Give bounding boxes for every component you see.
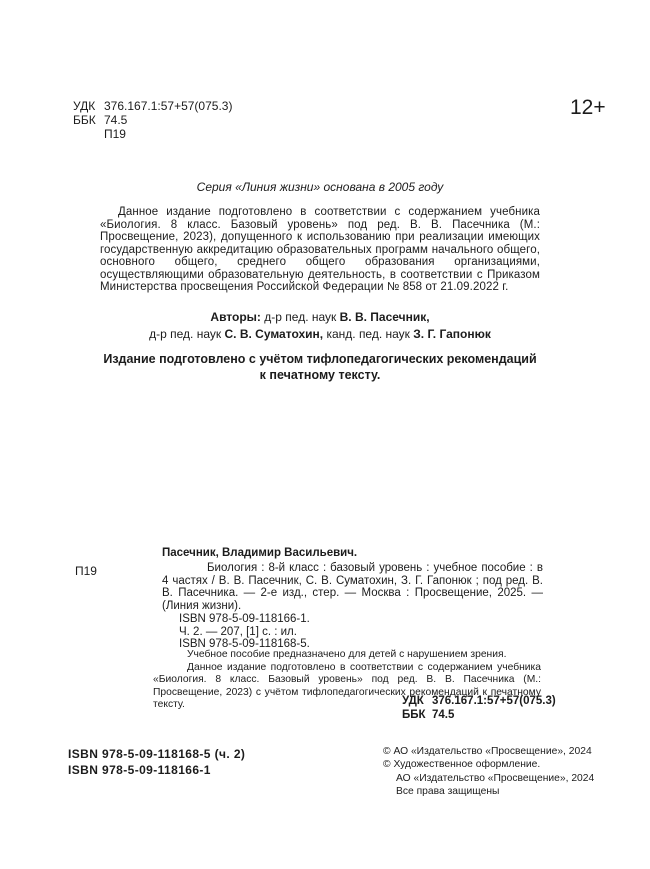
bib-part-info: Ч. 2. — 207, [1] с. : ил. <box>179 625 297 638</box>
bib-isbn-block <box>179 613 543 650</box>
typhlo-note: Издание подготовлено с учётом тифлопедагогических рекомендаций к печатному тексту. <box>103 352 537 382</box>
author-sign: П19 <box>104 127 126 141</box>
copyright-line-4: Все права защищены <box>396 786 500 798</box>
author-degree-3: канд. пед. наук <box>326 327 410 341</box>
bib-author-sign: П19 <box>75 564 97 578</box>
author-degree-2: д-р пед. наук <box>149 327 222 341</box>
udk-label: УДК <box>73 99 96 113</box>
bbk-code-row <box>73 113 232 127</box>
bottom-bbk-label: ББК <box>402 708 426 721</box>
bbk-label: ББК <box>73 113 96 127</box>
bib-heading: Пасечник, Владимир Васильевич. <box>162 547 358 559</box>
bib-isbn-part: ISBN 978-5-09-118168-5. <box>179 638 310 651</box>
bottom-udk-value: 376.167.1:57+57(075.3) <box>432 695 556 707</box>
author-name-3: З. Г. Гапонюк <box>413 327 491 341</box>
bib-text-block <box>162 547 543 651</box>
copyright-line-3: АО «Издательство «Просвещение», 2024 <box>396 772 595 784</box>
conformity-small-note: Данное издание подготовлено в соответствии с содержанием учебника «Биология. 8 класс. Базовый уровень» под ред. В. В. Пасечника (М.: Просвещение, 2023) с учётом тифлопедагогических рекомендаций к печатному тексту. <box>153 661 541 711</box>
bottom-bbk-row <box>402 709 556 723</box>
series-note: Серия «Линия жизни» основана в 2005 году <box>196 180 444 194</box>
authors-block <box>100 309 540 343</box>
author-name-2: С. В. Суматохин, <box>224 327 324 341</box>
authors-line-1 <box>100 309 540 326</box>
bottom-udk-row <box>402 695 556 709</box>
bib-description: Биология : 8-й класс : базовый уровень : учебное пособие : в 4 частях / В. В. Пасечник, С. В. Суматохин, З. Г. Гапонюк ; под ред. В. В. Пасечника. — 2-е изд., стер. — Москва : Просвещение, 2025. — (Линия жизни). <box>162 562 543 612</box>
copyright-line-2: © Художественное оформление. <box>383 759 541 771</box>
footer-isbn-series: ISBN 978-5-09-118166-1 <box>68 763 211 777</box>
copyright-line-1: © АО «Издательство «Просвещение», 2024 <box>383 746 592 757</box>
udk-value: 376.167.1:57+57(075.3) <box>104 99 233 113</box>
footer-copyright-block <box>383 745 594 799</box>
bbk-value: 74.5 <box>104 113 128 127</box>
bib-isbn-series: ISBN 978-5-09-118166-1. <box>179 613 310 626</box>
vision-note: Учебное пособие предназначено для детей с нарушением зрения. <box>187 649 507 660</box>
footer-isbn-block <box>68 746 245 778</box>
author-degree-1: д-р пед. наук <box>264 310 337 324</box>
bibliographic-record <box>0 547 650 651</box>
udk-code-row <box>73 99 232 113</box>
bottom-udk-label: УДК <box>402 695 424 707</box>
top-classification-codes <box>73 99 232 141</box>
bottom-classification-codes <box>402 695 556 723</box>
authors-line-2 <box>100 326 540 343</box>
conformity-paragraph: Данное издание подготовлено в соответствии с содержанием учебника «Биология. 8 класс. Базовый уровень» под ред. В. В. Пасечника (М.: Просвещение, 2023), допущенного к использованию при реализации имеющих государственную аккредитацию образовательных программ начального общего, основного общего, среднего общего образования организациями, осуществляющими образовательную деятельность, в соответствии с Приказом Министерства просвещения Российской Федерации № 858 от 21.09.2022 г. <box>100 206 540 293</box>
author-name-1: В. В. Пасечник, <box>339 310 430 324</box>
authors-label: Авторы: <box>210 310 261 324</box>
footer-isbn-part: ISBN 978-5-09-118168-5 (ч. 2) <box>68 747 246 761</box>
author-sign-row <box>73 127 232 141</box>
bottom-bbk-value: 74.5 <box>432 708 455 721</box>
age-rating-badge: 12+ <box>570 96 606 119</box>
